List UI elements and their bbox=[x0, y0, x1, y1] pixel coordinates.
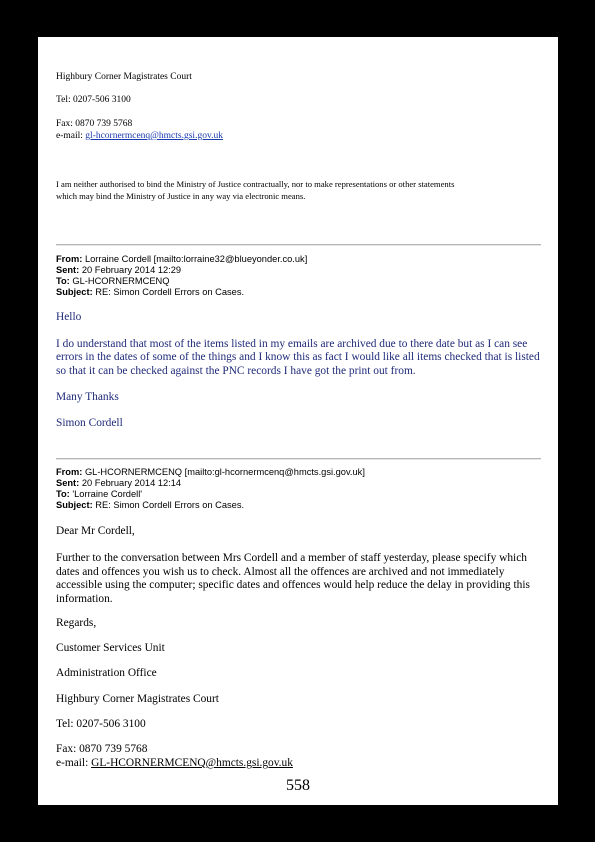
email1-subject-value: RE: Simon Cordell Errors on Cases. bbox=[95, 287, 245, 297]
page-number: 558 bbox=[286, 777, 310, 794]
email1-body: I do understand that most of the items listed in my emails are archived due to there date but as I can see errors in the dates of some of the things and I know this as fact I would like all items checked that is listed so that it can be checked against the PNC records I have got the print out from. bbox=[56, 338, 540, 377]
court-email-link[interactable]: gl-hcornermcenq@hmcts.gsi.gov.uk bbox=[85, 131, 223, 141]
email1-thanks: Many Thanks bbox=[56, 391, 119, 403]
email2-subject: Subject: RE: Simon Cordell Errors on Cases. bbox=[56, 500, 245, 510]
email1-sent-value: 20 February 2014 12:29 bbox=[81, 265, 182, 275]
email1-to-value: GL-HCORNERMCENQ bbox=[72, 276, 170, 286]
email2-sent: Sent: 20 February 2014 12:14 bbox=[56, 478, 182, 488]
email2-email-line bbox=[56, 757, 293, 770]
email2-fax: Fax: 0870 739 5768 bbox=[56, 743, 148, 755]
email2-email-link[interactable]: GL-HCORNERMCENQ@hmcts.gsi.gov.uk bbox=[91, 757, 293, 769]
email2-from: From: GL-HCORNERMCENQ [mailto:gl-hcornermcenq@hmcts.gsi.gov.uk] bbox=[56, 467, 365, 477]
email1-from-value: Lorraine Cordell [mailto:lorraine32@blueyonder.co.uk] bbox=[84, 254, 308, 264]
email1-to: To: GL-HCORNERMCENQ bbox=[56, 276, 170, 286]
email2-tel: Tel: 0207-506 3100 bbox=[56, 718, 146, 730]
email2-body: Further to the conversation between Mrs Cordell and a member of staff yesterday, please specify which dates and offences you wish us to check. Almost all the offences are archived and not immediately accessible using the computer; specific dates and offences would help reduce the delay in providing this information. bbox=[56, 552, 530, 605]
email2-subject-value: RE: Simon Cordell Errors on Cases. bbox=[95, 500, 245, 510]
disclaimer-line-2: which may bind the Ministry of Justice in any way via electronic means. bbox=[56, 191, 306, 201]
email2-to: To: 'Lorraine Cordell' bbox=[56, 489, 143, 499]
email1-signature: Simon Cordell bbox=[56, 417, 123, 429]
email2-from-value: GL-HCORNERMCENQ [mailto:gl-hcornermcenq@hmcts.gsi.gov.uk] bbox=[84, 467, 365, 477]
divider-1 bbox=[56, 244, 541, 246]
email2-office: Administration Office bbox=[56, 667, 157, 679]
email2-email-label: e-mail: bbox=[56, 757, 92, 769]
disclaimer-line-1: I am neither authorised to bind the Ministry of Justice contractually, nor to make representations or other statements bbox=[56, 179, 455, 189]
court-email-line bbox=[56, 131, 223, 141]
email2-unit: Customer Services Unit bbox=[56, 642, 165, 654]
document-page bbox=[38, 37, 558, 805]
email2-regards: Regards, bbox=[56, 617, 97, 629]
email2-to-value: 'Lorraine Cordell' bbox=[72, 489, 143, 499]
email2-sent-value: 20 February 2014 12:14 bbox=[81, 478, 182, 488]
email2-court: Highbury Corner Magistrates Court bbox=[56, 693, 219, 705]
email1-subject: Subject: RE: Simon Cordell Errors on Cases. bbox=[56, 287, 245, 297]
court-name: Highbury Corner Magistrates Court bbox=[56, 72, 192, 82]
email2-greeting: Dear Mr Cordell, bbox=[56, 525, 135, 537]
court-fax: Fax: 0870 739 5768 bbox=[56, 119, 133, 129]
email-label: e-mail: bbox=[56, 131, 86, 141]
email1-sent: Sent: 20 February 2014 12:29 bbox=[56, 265, 182, 275]
divider-2 bbox=[56, 458, 541, 460]
email1-from: From: Lorraine Cordell [mailto:lorraine32@blueyonder.co.uk] bbox=[56, 254, 308, 264]
email1-greeting: Hello bbox=[56, 311, 82, 323]
court-tel: Tel: 0207-506 3100 bbox=[56, 95, 131, 105]
